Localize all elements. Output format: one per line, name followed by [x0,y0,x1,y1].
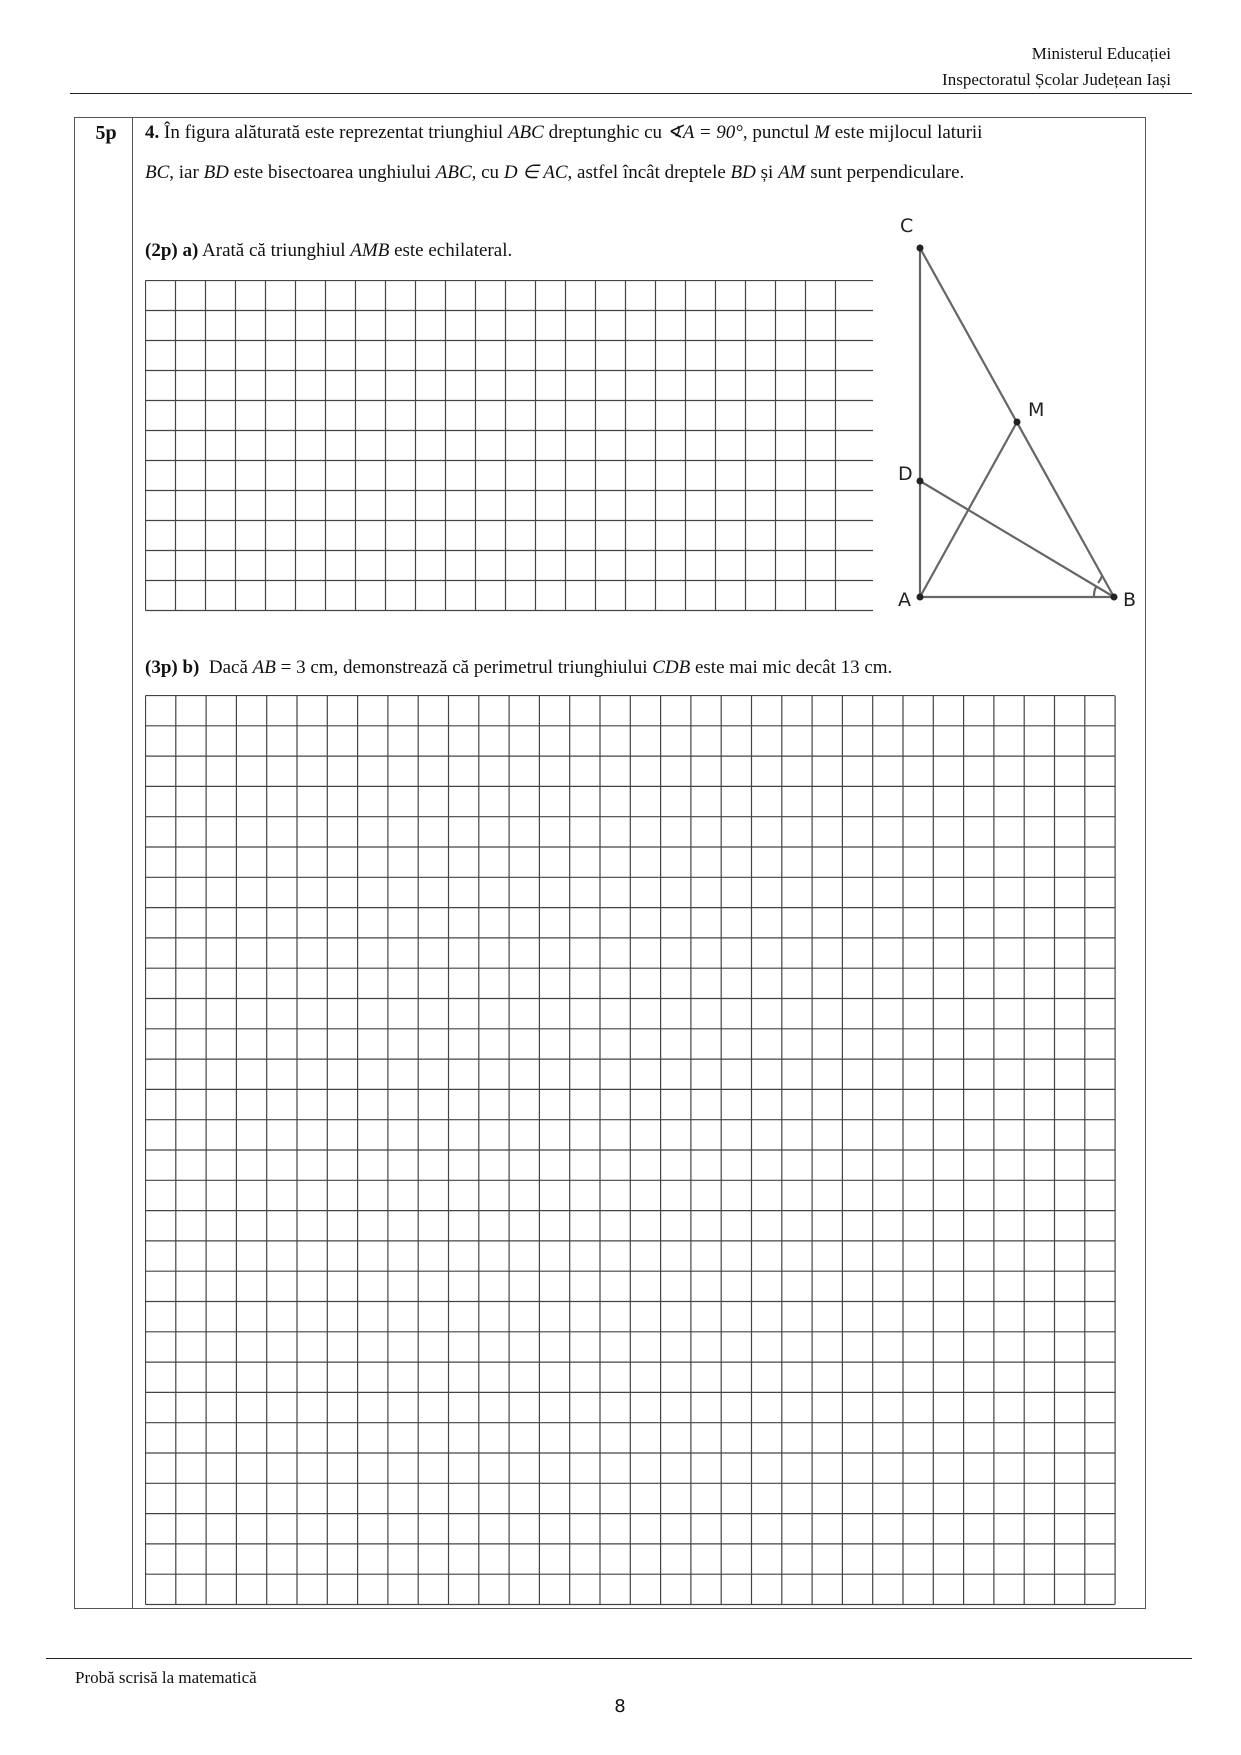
points-label: 5p [95,122,117,144]
point-c [917,245,924,252]
problem-number: 4. [145,122,160,143]
points-column-divider [132,117,133,1608]
footer-exam-title: Probă scrisă la matematică [75,1668,257,1687]
part-a-label: (2p) a) [145,240,199,261]
segment-bd [920,481,1114,597]
angle-b-arc-2 [1098,576,1102,583]
footer-rule [46,1658,1192,1659]
answer-grid-part-a[interactable] [145,280,890,618]
part-a-statement: (2p) a) Arată că triunghiul AMB este echilateral. [145,240,513,261]
problem-statement-line-2: BC, iar BD este bisectoarea unghiului ABC, cu D ∈ AC, astfel încât dreptele BD și AM sunt perpendiculare. [145,162,965,183]
point-m [1014,419,1021,426]
part-b-label: (3p) b) [145,657,200,678]
header-rule [70,93,1192,94]
header-ministry: Ministerul Educației [1031,44,1171,63]
point-d [917,478,924,485]
point-b [1111,594,1118,601]
answer-grid-part-b[interactable] [145,695,1127,1606]
point-a [917,594,924,601]
label-b: B [1123,589,1137,611]
angle-b-arc-1 [1094,587,1096,597]
triangle-figure [895,210,1155,620]
label-d: D [898,463,913,485]
page-number: 8 [614,1696,626,1717]
part-b-statement: (3p) b) Dacă AB = 3 cm, demonstrează că perimetrul triunghiului CDB este mai mic decât 13 cm. [145,657,893,678]
label-m: M [1028,399,1045,421]
label-a: A [898,589,911,611]
membership-condition: D ∈ AC [503,162,568,183]
header-inspectorate: Inspectoratul Școlar Județean Iași [942,70,1171,89]
problem-statement-line-1: 4. În figura alăturată este reprezentat triunghiul ABC dreptunghic cu ∢A = 90°, punctul M este mijlocul laturii [145,122,983,143]
angle-condition: ∢A = 90° [666,122,743,143]
label-c: C [900,215,914,237]
